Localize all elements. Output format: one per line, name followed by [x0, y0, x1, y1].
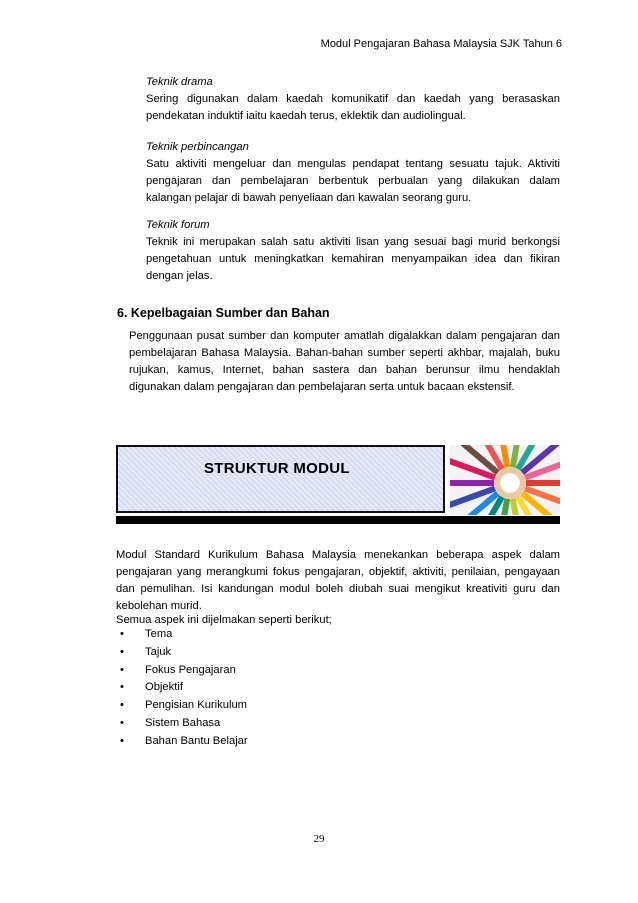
list-item: • Objektif	[116, 679, 248, 697]
technique-heading: Teknik forum	[146, 219, 210, 231]
bullet-icon: •	[120, 628, 124, 640]
pencil-tip	[498, 489, 503, 493]
bullet-icon: •	[120, 734, 124, 747]
section-banner	[116, 445, 445, 513]
running-header: Modul Pengajaran Bahasa Malaysia SJK Tahun 6	[320, 38, 562, 50]
pencil-tip	[507, 467, 508, 473]
pencil-tip	[515, 492, 518, 497]
pencil-tip	[507, 493, 508, 499]
pencil-tip	[519, 478, 525, 480]
page-number: 29	[313, 833, 325, 845]
list-intro: Semua aspek ini dijelmakan seperti berikut;	[116, 614, 332, 626]
pencil-tip	[512, 493, 513, 499]
banner-underline	[116, 516, 560, 524]
list-item: • Bahan Bantu Belajar	[116, 733, 248, 751]
pencil-tip	[495, 486, 501, 488]
banner-title: STRUKTUR MODUL	[204, 460, 350, 477]
list-item: • Tema	[116, 626, 248, 644]
pencil-tip	[502, 469, 505, 474]
technique-heading: Teknik drama	[146, 76, 213, 88]
bullet-icon: •	[120, 681, 124, 694]
technique-text: Satu aktiviti mengeluar dan mengulas pendapat tentang sesuatu tajuk. Aktiviti pengajaran dan pembelajaran berbentuk perbualan yang dilakukan dalam kalangan pelajar di bawah penyeliaan dan kawalan seorang guru.	[146, 158, 560, 204]
technique-text: Teknik ini merupakan salah satu aktiviti lisan yang sesuai bagi murid berkongsi pengetahuan untuk meningkatkan kemahiran menyampaikan idea dan fikiran dengan jelas.	[146, 236, 560, 282]
technique-drama	[146, 74, 560, 125]
bullet-icon: •	[120, 716, 124, 729]
technique-heading: Teknik perbincangan	[146, 141, 249, 153]
pencil-tip	[518, 473, 523, 477]
section-paragraph: Penggunaan pusat sumber dan komputer amatlah digalakkan dalam pengajaran dan pembelajaran Bahasa Malaysia. Bahan-bahan sumber seperti akhbar, majalah, buku rujukan, kamus, Internet, bahan sastera dan bahan berunsur ilmu hendaklah digunakan dalam pengajaran dan pembelajaran serta untuk bacaan ekstensif.	[129, 330, 560, 393]
list-item: • Tajuk	[116, 644, 248, 662]
bullet-icon: •	[120, 663, 124, 676]
bullet-icon: •	[120, 699, 124, 712]
technique-text: Sering digunakan dalam kaedah komunikatif dan kaedah yang berasaskan pendekatan induktif iaitu kaedah terus, eklektik dan audiolingual.	[146, 93, 560, 122]
pencil-tip	[512, 467, 513, 473]
aspect-list	[116, 626, 248, 751]
structure-paragraph: Modul Standard Kurikulum Bahasa Malaysia menekankan beberapa aspek dalam pengajaran yang merangkumi fokus pengajaran, objektif, aktiviti, penilaian, pengayaan dan pemulihan. Isi kandungan modul boleh diubah suai mengikut kreativiti guru dan kebolehan murid.	[116, 549, 560, 612]
list-item: • Pengisian Kurikulum	[116, 697, 248, 715]
pencil-tip	[495, 478, 501, 480]
technique-forum	[146, 217, 560, 285]
list-item: • Fokus Pengajaran	[116, 662, 248, 680]
pencil-tip	[519, 486, 525, 488]
colored-pencils-image	[450, 445, 560, 515]
technique-perbincangan	[146, 139, 560, 207]
section-heading: 6. Kepelbagaian Sumber dan Bahan	[117, 306, 330, 320]
bullet-icon: •	[120, 645, 124, 658]
list-item: • Sistem Bahasa	[116, 715, 248, 733]
